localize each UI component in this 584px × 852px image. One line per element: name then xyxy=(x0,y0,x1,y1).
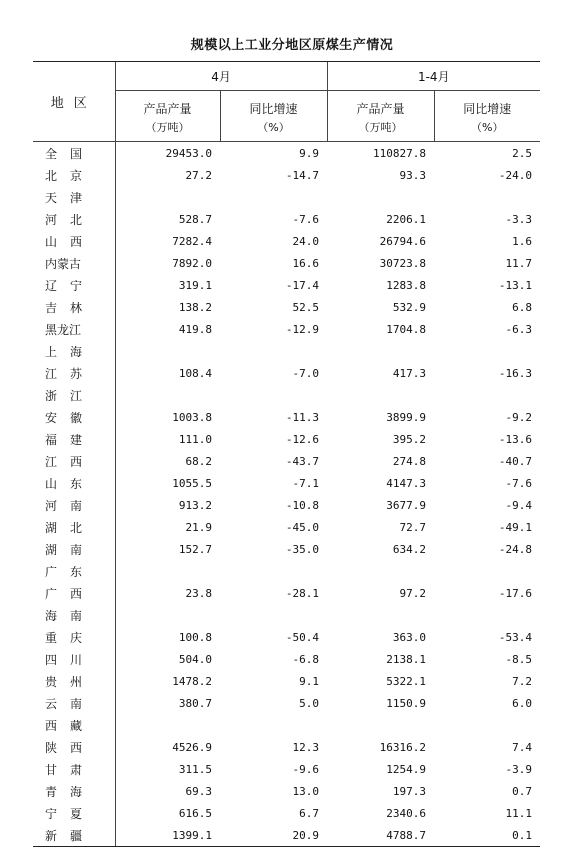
ytd-growth-cell: -24.8 xyxy=(498,542,533,556)
month-growth-cell: -35.0 xyxy=(285,542,320,556)
ytd-output-cell: 4788.7 xyxy=(327,824,434,847)
region-label: 天津 xyxy=(45,190,96,205)
region-label: 上海 xyxy=(45,344,96,359)
region-label: 安徽 xyxy=(45,410,96,425)
month-output-cell: 108.4 xyxy=(115,362,220,384)
table-row xyxy=(33,714,540,736)
ytd-growth-cell xyxy=(434,384,540,406)
month-output-cell: 616.5 xyxy=(115,802,220,824)
ytd-output-cell xyxy=(327,384,434,406)
month-growth-cell: 12.3 xyxy=(292,740,320,754)
region-name xyxy=(33,230,115,252)
table-row xyxy=(33,824,540,847)
ytd-output-cell: 97.2 xyxy=(399,586,427,600)
region-label: 河南 xyxy=(45,498,96,513)
ytd-output-cell: 395.2 xyxy=(392,432,427,446)
ytd-growth-cell: 6.8 xyxy=(512,300,533,314)
table-row xyxy=(33,142,540,165)
table-body xyxy=(33,142,540,847)
ytd-output-cell: 3899.9 xyxy=(386,410,427,424)
ytd-output-cell: 197.3 xyxy=(392,784,427,798)
month-output-cell: 152.7 xyxy=(115,538,220,560)
month-output-cell: 311.5 xyxy=(115,758,220,780)
region-label: 宁夏 xyxy=(45,806,96,821)
ytd-output-cell: 1704.8 xyxy=(386,322,427,336)
region-label: 内蒙古 xyxy=(45,256,82,271)
ytd-growth-cell: -7.6 xyxy=(505,476,533,490)
month-output-cell: 528.7 xyxy=(115,208,220,230)
ytd-growth-cell xyxy=(434,714,540,736)
region-label: 全国 xyxy=(45,146,96,161)
month-growth-cell: -7.0 xyxy=(292,366,320,380)
region-name xyxy=(33,208,115,230)
region-label: 青海 xyxy=(45,784,96,799)
ytd-output-cell xyxy=(327,714,434,736)
table-row xyxy=(33,186,540,208)
region-name xyxy=(33,714,115,736)
month-growth-cell xyxy=(220,384,327,406)
month-output-cell: 111.0 xyxy=(115,428,220,450)
month-growth-cell xyxy=(220,340,327,362)
table-row xyxy=(33,538,540,560)
table-row xyxy=(33,384,540,406)
month-growth-cell: 16.6 xyxy=(292,256,320,270)
month-output-cell: 69.3 xyxy=(115,780,220,802)
table-row xyxy=(33,208,540,230)
region-label: 黑龙江 xyxy=(45,322,82,337)
region-name xyxy=(33,692,115,714)
region-name xyxy=(33,164,115,186)
month-output-cell: 138.2 xyxy=(115,296,220,318)
month-output-cell: 319.1 xyxy=(115,274,220,296)
ytd-growth-cell: -17.6 xyxy=(498,586,533,600)
month-growth-cell: -7.6 xyxy=(292,212,320,226)
table-row xyxy=(33,472,540,494)
month-growth-cell: 20.9 xyxy=(220,824,327,847)
month-output-cell: 504.0 xyxy=(115,648,220,670)
region-label: 陕西 xyxy=(45,740,96,755)
month-output-cell: 1478.2 xyxy=(115,670,220,692)
ytd-output-cell: 4147.3 xyxy=(386,476,427,490)
month-output-cell: 419.8 xyxy=(115,318,220,340)
ytd-growth-cell: -3.9 xyxy=(505,762,533,776)
month-growth-cell xyxy=(220,560,327,582)
table-row xyxy=(33,758,540,780)
month-growth-cell: -17.4 xyxy=(285,278,320,292)
ytd-growth-cell: 2.5 xyxy=(512,146,533,160)
ytd-output-cell: 26794.6 xyxy=(379,234,427,248)
month-growth-cell: -10.8 xyxy=(285,498,320,512)
month-growth-cell: -12.9 xyxy=(285,322,320,336)
ytd-output-cell: 2206.1 xyxy=(386,212,427,226)
ytd-growth-cell: 1.6 xyxy=(512,234,533,248)
month-output-cell: 1055.5 xyxy=(115,472,220,494)
month-growth-cell: -50.4 xyxy=(285,630,320,644)
ytd-output-cell: 2138.1 xyxy=(386,652,427,666)
month-growth-cell: -43.7 xyxy=(285,454,320,468)
region-label: 山西 xyxy=(45,234,96,249)
ytd-output-cell: 93.3 xyxy=(399,168,427,182)
ytd-growth-cell: -3.3 xyxy=(505,212,533,226)
ytd-growth-cell: 7.4 xyxy=(512,740,533,754)
ytd-growth-cell: 11.1 xyxy=(505,806,533,820)
month-output-cell: 7892.0 xyxy=(115,252,220,274)
month-output-cell: 100.8 xyxy=(115,626,220,648)
ytd-output-cell: 1150.9 xyxy=(386,696,427,710)
coal-production-table xyxy=(33,61,540,847)
ytd-output-cell xyxy=(327,186,434,208)
region-name xyxy=(33,648,115,670)
month-growth-cell: -45.0 xyxy=(285,520,320,534)
table-row xyxy=(33,604,540,626)
month-growth-cell xyxy=(220,714,327,736)
header-region: 地区 xyxy=(33,62,115,142)
region-name xyxy=(33,538,115,560)
region-name xyxy=(33,626,115,648)
region-label: 湖南 xyxy=(45,542,96,557)
table-row xyxy=(33,802,540,824)
ytd-output-cell xyxy=(327,340,434,362)
ytd-output-cell: 1254.9 xyxy=(386,762,427,776)
table-row xyxy=(33,780,540,802)
region-name xyxy=(33,516,115,538)
region-label: 甘肃 xyxy=(45,762,96,777)
month-output-cell: 4526.9 xyxy=(115,736,220,758)
region-name xyxy=(33,758,115,780)
ytd-output-cell: 5322.1 xyxy=(386,674,427,688)
header-ytd-growth: 同比增速 xyxy=(434,91,540,120)
ytd-growth-cell: -9.2 xyxy=(505,410,533,424)
month-growth-cell: -9.6 xyxy=(292,762,320,776)
ytd-growth-cell xyxy=(434,340,540,362)
ytd-growth-cell xyxy=(434,560,540,582)
ytd-growth-cell: 11.7 xyxy=(505,256,533,270)
ytd-output-cell: 634.2 xyxy=(392,542,427,556)
table-row xyxy=(33,340,540,362)
month-growth-cell: -12.6 xyxy=(285,432,320,446)
ytd-output-cell: 1283.8 xyxy=(386,278,427,292)
region-name xyxy=(33,252,115,274)
region-name xyxy=(33,340,115,362)
month-growth-cell: -6.8 xyxy=(292,652,320,666)
month-growth-cell: 9.9 xyxy=(299,146,320,160)
table-row xyxy=(33,516,540,538)
table-row xyxy=(33,428,540,450)
region-name xyxy=(33,428,115,450)
month-output-cell: 68.2 xyxy=(115,450,220,472)
region-name xyxy=(33,142,115,165)
region-label: 江西 xyxy=(45,454,96,469)
month-output-cell: 23.8 xyxy=(115,582,220,604)
table-row xyxy=(33,648,540,670)
region-label: 吉林 xyxy=(45,300,96,315)
table-row xyxy=(33,362,540,384)
month-growth-cell: 6.7 xyxy=(299,806,320,820)
month-growth-cell: 9.1 xyxy=(299,674,320,688)
month-growth-cell: 5.0 xyxy=(299,696,320,710)
month-growth-cell xyxy=(220,604,327,626)
header-month-growth-unit: （%） xyxy=(220,119,327,142)
region-name xyxy=(33,318,115,340)
region-label: 辽宁 xyxy=(45,278,96,293)
region-name xyxy=(33,604,115,626)
ytd-growth-cell xyxy=(434,186,540,208)
region-label: 浙江 xyxy=(45,388,96,403)
month-output-cell: 27.2 xyxy=(115,164,220,186)
ytd-output-cell xyxy=(327,604,434,626)
month-output-cell xyxy=(115,604,220,626)
ytd-output-cell: 363.0 xyxy=(392,630,427,644)
header-ytd-growth-unit: （%） xyxy=(434,119,540,142)
ytd-growth-cell xyxy=(434,604,540,626)
month-growth-cell: 52.5 xyxy=(292,300,320,314)
ytd-output-cell xyxy=(327,560,434,582)
region-name xyxy=(33,274,115,296)
region-name xyxy=(33,406,115,428)
month-output-cell xyxy=(115,186,220,208)
table-row xyxy=(33,164,540,186)
ytd-output-cell: 72.7 xyxy=(399,520,427,534)
month-growth-cell: -28.1 xyxy=(285,586,320,600)
region-name xyxy=(33,296,115,318)
table-row xyxy=(33,274,540,296)
ytd-growth-cell: -24.0 xyxy=(498,168,533,182)
ytd-growth-cell: -8.5 xyxy=(505,652,533,666)
ytd-growth-cell: 0.1 xyxy=(434,824,540,847)
ytd-output-cell: 417.3 xyxy=(392,366,427,380)
header-ytd-output-unit: （万吨） xyxy=(327,119,434,142)
region-name xyxy=(33,450,115,472)
header-month: 4月 xyxy=(115,62,327,91)
region-name xyxy=(33,582,115,604)
table-row xyxy=(33,318,540,340)
ytd-output-cell: 3677.9 xyxy=(386,498,427,512)
table-row xyxy=(33,692,540,714)
region-name xyxy=(33,362,115,384)
month-growth-cell: 13.0 xyxy=(292,784,320,798)
month-output-cell: 1399.1 xyxy=(115,824,220,847)
region-label: 西藏 xyxy=(45,718,96,733)
month-output-cell: 1003.8 xyxy=(115,406,220,428)
month-growth-cell: -11.3 xyxy=(285,410,320,424)
ytd-growth-cell: -9.4 xyxy=(505,498,533,512)
ytd-growth-cell: -6.3 xyxy=(505,322,533,336)
ytd-output-cell: 110827.8 xyxy=(373,146,427,160)
month-output-cell xyxy=(115,384,220,406)
ytd-output-cell: 274.8 xyxy=(392,454,427,468)
month-output-cell: 29453.0 xyxy=(115,142,220,165)
month-growth-cell: 24.0 xyxy=(292,234,320,248)
ytd-growth-cell: -13.6 xyxy=(498,432,533,446)
header-ytd: 1-4月 xyxy=(327,62,540,91)
region-label: 河北 xyxy=(45,212,96,227)
ytd-growth-cell: -49.1 xyxy=(498,520,533,534)
ytd-growth-cell: 6.0 xyxy=(512,696,533,710)
region-name xyxy=(33,780,115,802)
region-label: 重庆 xyxy=(45,630,96,645)
header-ytd-output: 产品产量 xyxy=(327,91,434,120)
month-output-cell: 21.9 xyxy=(115,516,220,538)
month-growth-cell: -7.1 xyxy=(292,476,320,490)
table-row xyxy=(33,296,540,318)
table-row xyxy=(33,494,540,516)
table-row xyxy=(33,450,540,472)
region-label: 北京 xyxy=(45,168,96,183)
ytd-growth-cell: -16.3 xyxy=(498,366,533,380)
ytd-output-cell: 532.9 xyxy=(392,300,427,314)
ytd-growth-cell: -13.1 xyxy=(498,278,533,292)
table-row xyxy=(33,252,540,274)
region-name xyxy=(33,472,115,494)
region-name xyxy=(33,736,115,758)
table-row xyxy=(33,560,540,582)
month-growth-cell: -14.7 xyxy=(285,168,320,182)
table-row xyxy=(33,626,540,648)
region-label: 湖北 xyxy=(45,520,96,535)
month-growth-cell xyxy=(220,186,327,208)
table-row xyxy=(33,582,540,604)
table-row xyxy=(33,670,540,692)
ytd-output-cell: 2340.6 xyxy=(386,806,427,820)
month-output-cell xyxy=(115,560,220,582)
ytd-growth-cell: -40.7 xyxy=(498,454,533,468)
region-name xyxy=(33,560,115,582)
region-name xyxy=(33,670,115,692)
ytd-output-cell: 30723.8 xyxy=(379,256,427,270)
table-row xyxy=(33,406,540,428)
month-output-cell xyxy=(115,340,220,362)
region-name xyxy=(33,802,115,824)
month-output-cell: 7282.4 xyxy=(115,230,220,252)
header-month-growth: 同比增速 xyxy=(220,91,327,120)
region-label: 福建 xyxy=(45,432,96,447)
region-name xyxy=(33,824,115,847)
region-label: 四川 xyxy=(45,652,96,667)
ytd-growth-cell: 7.2 xyxy=(512,674,533,688)
region-label: 海南 xyxy=(45,608,96,623)
region-label: 江苏 xyxy=(45,366,96,381)
table-row xyxy=(33,736,540,758)
table-title: 规模以上工业分地区原煤生产情况 xyxy=(190,38,394,53)
region-label: 贵州 xyxy=(45,674,96,689)
region-name xyxy=(33,384,115,406)
table-row xyxy=(33,230,540,252)
region-name xyxy=(33,494,115,516)
region-label: 新疆 xyxy=(45,828,96,843)
ytd-output-cell: 16316.2 xyxy=(379,740,427,754)
header-month-output-unit: （万吨） xyxy=(115,119,220,142)
month-output-cell: 380.7 xyxy=(115,692,220,714)
region-label: 广东 xyxy=(45,564,96,579)
month-output-cell: 913.2 xyxy=(115,494,220,516)
region-label: 广西 xyxy=(45,586,96,601)
region-label: 云南 xyxy=(45,696,96,711)
month-output-cell xyxy=(115,714,220,736)
ytd-growth-cell: 0.7 xyxy=(512,784,533,798)
region-label: 山东 xyxy=(45,476,96,491)
header-month-output: 产品产量 xyxy=(115,91,220,120)
ytd-growth-cell: -53.4 xyxy=(498,630,533,644)
region-name xyxy=(33,186,115,208)
